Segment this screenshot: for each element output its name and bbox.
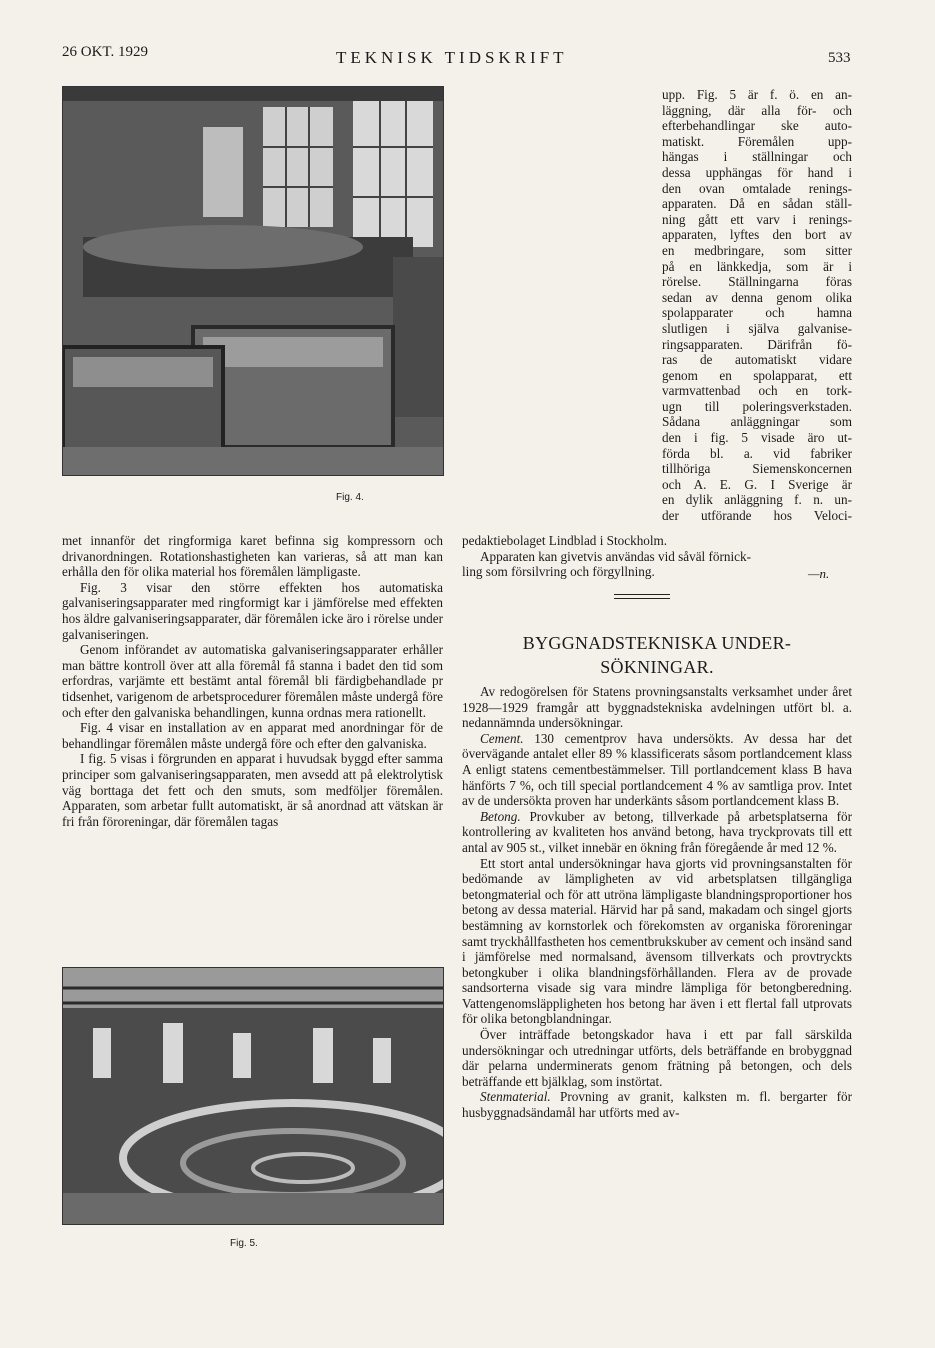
wrapped-line: efterbehandlingar ske auto-: [662, 118, 852, 134]
wrapped-line: rörelse. Ställningarna föras: [662, 274, 852, 290]
wrapped-line: ras de automatiskt vidare: [662, 352, 852, 368]
paragraph: Apparaten kan givetvis användas vid såväl förnick-: [480, 548, 751, 564]
paragraph-body: 130 cementprov hava undersökts. Av dessa har det övervägande antalet eller 89 % klassificerats såsom portlandcement klass A enligt statens cementbestämmelser. Till portlandcement klass B hava hänförts 7 %, och till special portlandcement 4 % av samtliga prov. Intet av de undersökta proven har underkänts såsom portlandcement klass B.: [462, 730, 852, 809]
wrapped-line: genom en spolapparat, ett: [662, 367, 852, 383]
factory-tanks-illustration: [63, 87, 443, 475]
paragraph: [462, 1089, 852, 1120]
cleaning-apparatus-illustration: [63, 968, 443, 1224]
wrapped-line: der utförande hos Veloci-: [662, 508, 852, 524]
wrapped-line: dessa upphängas för hand i: [662, 164, 852, 180]
wrapped-line: en medbringare, som sitter: [662, 242, 852, 258]
wrapped-line: ning gått ett varv i renings-: [662, 211, 852, 227]
wrapped-line: och A. E. G. I Sverige är: [662, 476, 852, 492]
wrapped-line: ringsapparaten. Därifrån fö-: [662, 336, 852, 352]
paragraph: met innanför det ringformiga karet befinna sig kompressorn och drivanordningen. Rotationshastigheten kan varieras, så att man kan erhålla den för olika material hos föremålen lämpligaste.: [62, 533, 443, 580]
page-number: 533: [828, 50, 851, 66]
wrapped-line: tillhöriga Siemenskoncernen: [662, 461, 852, 477]
wrapped-line: apparaten, lyftes den bort av: [662, 227, 852, 243]
wrapped-line: hängas i ställningar och: [662, 149, 852, 165]
right-top-full-text: [462, 533, 852, 580]
paragraph: ling som försilvring och förgyllning.: [462, 564, 655, 580]
wrapped-line: ugn till poleringsverkstaden.: [662, 398, 852, 414]
wrapped-line: läggning, där alla för- och: [662, 102, 852, 118]
wrapped-line: slutligen i själva galvanise-: [662, 320, 852, 336]
left-column-text: [62, 533, 443, 829]
paragraph: Fig. 4 visar en installation av en apparat med anordningar för de behandlingar föremålen måste undergå före och efter den galvaniska.: [62, 720, 443, 751]
right-top-wrapped-text: [662, 87, 852, 524]
paragraph: [462, 731, 852, 809]
paragraph: Av redogörelsen för Statens provningsanstalts verksamhet under året 1928—1929 framgår att byggnadstekniska avdelningen utfört bl. a. nedannämnda undersökningar.: [462, 684, 852, 731]
paragraph-lead: Stenmaterial.: [480, 1089, 551, 1105]
wrapped-line: den ovan omtalade renings-: [662, 180, 852, 196]
section-divider: [614, 594, 670, 595]
figure-4-caption: Fig. 4.: [336, 492, 364, 503]
figure-5-caption: Fig. 5.: [230, 1238, 258, 1249]
figure-4-photo: [62, 86, 444, 476]
author-signature: —n.: [808, 566, 830, 581]
paragraph: Fig. 3 visar den större effekten hos automatiska galvaniseringsapparater med ringformigt kar i jämförelse med effekten hos äldre galvaniseringsapparater, där föremålen icke äro i rörelse under galvaniseringen.: [62, 579, 444, 642]
paragraph: Över inträffade betongskador hava i ett par fall särskilda undersökningar och utredningar utförts, dels beträffande en brobyggnad där pelarna underminerats genom frätning på betongen, och dels beträffande ett bjälklag, som instörtat.: [462, 1027, 852, 1089]
right-bottom-text: [462, 684, 852, 1121]
paragraph: pedaktiebolaget Lindblad i Stockholm.: [462, 533, 668, 548]
wrapped-line: på en länkkedja, som är i: [662, 258, 852, 274]
wrapped-line: den i fig. 5 visade äro ut-: [662, 430, 852, 446]
paragraph: [462, 809, 852, 856]
wrapped-line: apparaten. Då en sådan ställ-: [662, 196, 852, 212]
section-heading: [462, 631, 852, 679]
wrapped-line: sedan av denna genom olika: [662, 289, 852, 305]
paragraph-body: Provning av granit, kalksten m. fl. bergarter för husbyggnadsändamål har utförts med av-: [462, 1089, 852, 1121]
section-heading-line-2: SÖKNINGAR.: [600, 657, 714, 677]
wrapped-line: upp. Fig. 5 är f. ö. en an-: [662, 87, 852, 102]
header-date: 26 OKT. 1929: [62, 44, 148, 60]
wrapped-line: en dylik anläggning f. n. un-: [662, 492, 852, 508]
paragraph-lead: Cement.: [480, 730, 524, 746]
paragraph: Genom införandet av automatiska galvaniseringsapparater erhåller man bättre kontroll över att alla föremål få stanna i badet den tid som erfordras, varjämte ett bestämt antal föremål bli färdigbehandlade pr tidsenhet, varigenom de arbetsprocedurer föremålen måste undergå före och efter den galvaniska behandlingen, kunna ordnas mera rationellt.: [62, 642, 443, 720]
wrapped-lines: [662, 87, 852, 524]
section-divider: [614, 598, 670, 599]
figure-5-photo: [62, 967, 444, 1225]
paragraph-body: Provkuber av betong, tillverkade på arbetsplatserna för kontrollering av kvaliteten hos använd betong, hava tryckprovats till ett antal av 905 st., vilket innebär en ökning från föregående år med 12 %.: [462, 808, 852, 855]
wrapped-line: varmvattenbad och en tork-: [662, 383, 852, 399]
wrapped-line: Sådana anläggningar som: [662, 414, 852, 430]
wrapped-line: matiskt. Föremålen upp-: [662, 133, 852, 149]
paragraph-lead: Betong.: [480, 808, 521, 824]
wrapped-line: förda bl. a. vid fabriker: [662, 445, 852, 461]
wrapped-line: spolapparater och hamna: [662, 305, 852, 321]
paragraph: I fig. 5 visas i förgrunden en apparat i huvudsak byggd efter samma principer som galvaniseringsapparaten, men avsedd att på elektrolytisk väg borttaga det fett och den smuts, som medföljer föremålen. Apparaten, som arbetar fullt automatiskt, är så anordnad att vätskan är fri från föroreningar, där föremålen tagas: [62, 751, 443, 829]
section-heading-line-1: BYGGNADSTEKNISKA UNDER-: [522, 633, 792, 653]
journal-title: TEKNISK TIDSKRIFT: [336, 48, 568, 67]
paragraph: Ett stort antal undersökningar hava gjorts vid provningsanstalten för bedömande av lämpligheten av vid arbetsplatsen tillgängliga betongmaterial och för att utröna lämpligaste blandningsproportioner hos betong av dessa material. Härvid har på sand, makadam och singel gjorts bestämning av kornstorlek och förekomsten av organiska föroreningar samt tryckhållfastheten hos cementbrukskuber av cement och insänd sand i jämförelse med normalsand, ävensom tillverkats och provtryckts betongkuber i olika blandningsförhållanden. Flera av de provade sandsorterna visade sig vara mindre lämpliga för betongberedning. Vattengenomsläppligheten hos betong har även i ett flertal fall utprovats för olika betongblandningar.: [462, 855, 852, 1027]
